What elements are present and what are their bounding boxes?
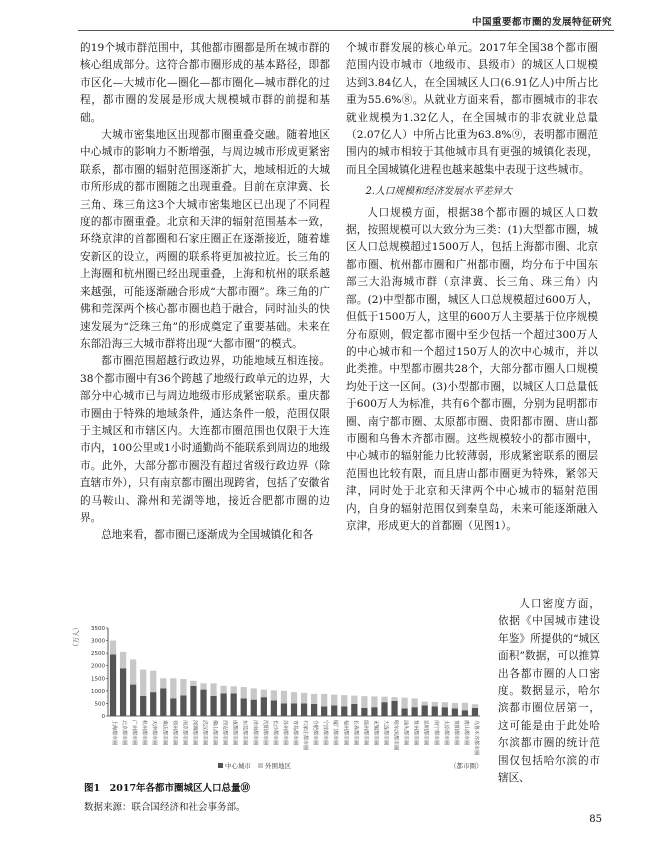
y-tick-label: 2000 [91, 663, 105, 670]
x-tick-label: 武汉都市圈 [201, 720, 208, 746]
bar-peripheral [462, 703, 468, 711]
bar-center-city [462, 710, 468, 716]
chart-svg [72, 616, 488, 776]
x-tick-label: 杭州都市圈 [141, 720, 148, 746]
bar-peripheral [110, 641, 116, 655]
legend-swatch-peripheral [258, 763, 263, 768]
bar-center-city [432, 706, 438, 716]
bar-center-city [452, 708, 458, 716]
bar-center-city [351, 704, 357, 716]
bar-center-city [160, 688, 166, 716]
bar-center-city [472, 708, 478, 716]
x-tick-label: 广州都市圈 [131, 720, 138, 746]
right-paragraph: 人口规模方面，根据38个都市圈的城区人口数据，按照规模可以大致分为三类：(1)大型都市圈，城区人口总规模超过1500万人，包括上海都市圈、北京都市圈、杭州都市圈和广州都市圈，均分布于中国东部三大沿海城市群（京津冀、长三角、珠三角）内部。(2)中型都市圈，城区人口总规模超过600万人，但低于1500万人，这里的600万人主要基于位序规模分布原则，假定都市圈中至少包括一个超过300万人的中心城市和一个超过150万人的次中心城市，并以此类推。中型都市圈共28个，大部分都市圈人口规模均处于这一区间。(3)小型都市圈，以城区人口总量低于600万人为标准，共有6个都市圈，分别为昆明都市圈、南宁都市圈、太原都市圈、贵阳都市圈、唐山都市圈和乌鲁木齐都市圈。这些规模较小的都市圈中，中心城市的辐射能力比较薄弱，形成紧密联系的圈层范围也比较有限，而且唐山都市圈更为特殊，紧邻天津，同时处于北京和天津两个中心城市的辐射范围内，自身的辐射范围仅到秦皇岛，未来可能逐渐融入京津，形成更大的首都圈（见图1）。 [346, 206, 598, 532]
bar-peripheral [432, 702, 438, 707]
right-column [346, 40, 598, 535]
bar-peripheral [401, 698, 407, 709]
left-column [80, 40, 330, 545]
bar-peripheral [150, 671, 156, 692]
x-tick-label: 西安都市圈 [221, 720, 228, 746]
x-tick-label: 唐山都市圈 [462, 720, 469, 746]
right-paragraph: 个城市群发展的核心单元。2017年全国38个都市圈范围内设市城市（地级市、县级市）的城区人口规模达到3.84亿人，在全国城区人口(6.91亿人)中所占比重为55.6%⑧。从就业方面来看，都市圈城市的非农就业规模为1.32亿人，在全国城市的非农就业总量（2.07亿人）中所占比重为63.8%⑨，表明都市圈范围内的城市相较于其他城市具有更强的城镇化表现，而且全国城镇化进程也越来越集中表现于这些城市。 [346, 42, 598, 176]
left-paragraph: 都市圈范围超越行政边界，功能地域互相连接。38个都市圈中有36个跨越了地级行政单元的边界，大部分中心城市已与周边地级市形成紧密联系。重庆都市圈由于特殊的地域条件，通达条件一般，范围仅限于主城区和市辖区内。大连都市圈范围也仅限于大连市内，100公里或1小时通勤尚不能联系到周边的地级市。此外，大部分都市圈没有超过省级行政边界（除直辖市外），只有南京都市圈出现跨省，包括了安徽省的马鞍山、滁州和芜湖等地，接近合肥都市圈的边界。 [80, 355, 330, 524]
bar-center-city [442, 707, 448, 716]
bar-peripheral [221, 686, 227, 694]
x-tick-label: 常州都市圈 [412, 720, 419, 746]
bar-center-city [120, 668, 126, 716]
y-tick-label: 2500 [91, 651, 105, 658]
x-tick-label: 乌鲁木齐都市圈 [472, 720, 479, 756]
x-tick-label: 长沙都市圈 [271, 720, 278, 746]
bar-peripheral [412, 698, 418, 707]
x-tick-label: 南京都市圈 [181, 720, 188, 746]
y-tick-label: 3000 [91, 638, 105, 645]
y-tick-label: 3500 [91, 626, 105, 632]
bar-peripheral [331, 695, 337, 706]
bar-peripheral [291, 692, 297, 703]
figure-chart [72, 616, 488, 776]
bar-center-city [321, 706, 327, 716]
bar-center-city [341, 706, 347, 716]
bar-peripheral [351, 696, 357, 704]
bar-center-city [301, 703, 307, 716]
bar-center-city [251, 700, 257, 716]
bar-peripheral [231, 686, 237, 693]
bar-peripheral [130, 659, 136, 684]
x-tick-label: 昆明都市圈 [422, 720, 429, 746]
bar-peripheral [371, 696, 377, 707]
x-tick-label: 济南都市圈 [251, 720, 258, 746]
x-tick-label: 佛山都市圈 [211, 720, 218, 746]
x-tick-label: 北京都市圈 [121, 720, 128, 746]
x-tick-label: 无锡都市圈 [372, 720, 379, 746]
x-tick-label: 沈阳都市圈 [261, 720, 268, 746]
bar-center-city [412, 707, 418, 716]
x-tick-label: 青岛都市圈 [292, 720, 298, 746]
bar-peripheral [391, 697, 397, 701]
bar-peripheral [442, 702, 448, 707]
bar-peripheral [180, 679, 186, 695]
x-tick-label: 宁波都市圈 [322, 720, 329, 746]
bar-center-city [291, 703, 297, 716]
bar-peripheral [321, 694, 327, 707]
bar-peripheral [160, 678, 166, 688]
bar-center-city [180, 695, 186, 716]
bar-peripheral [422, 702, 428, 706]
bar-center-city [150, 692, 156, 716]
bar-center-city [361, 708, 367, 716]
y-axis-label: （万人） [72, 624, 80, 650]
x-tick-label: 石家庄都市圈 [302, 720, 309, 751]
x-tick-label: 苏州都市圈 [281, 720, 288, 746]
bar-center-city [281, 703, 287, 716]
x-axis-label: （都市圈） [450, 762, 483, 770]
bar-peripheral [200, 683, 206, 689]
bar-center-city [200, 690, 206, 716]
figure-source: 数据来源：联合国经济和社会事务部。 [84, 802, 246, 813]
bar-center-city [401, 708, 407, 716]
bar-center-city [261, 697, 267, 716]
bar-peripheral [472, 704, 478, 708]
x-tick-label: 南宁都市圈 [432, 720, 439, 746]
legend-label-peripheral: 外围地区 [265, 762, 291, 770]
bar-center-city [271, 700, 277, 716]
y-tick-label: 1000 [91, 688, 105, 695]
bar-center-city [130, 685, 136, 716]
bar-peripheral [241, 687, 247, 698]
x-tick-label: 厦门都市圈 [332, 720, 339, 746]
bar-peripheral [261, 690, 267, 698]
bar-center-city [241, 698, 247, 716]
left-paragraph: 的19个城市群范围中，其他都市圈都是所在城市群的核心组成部分。这符合都市圈形成的基本路径，即都市区化—大城市化—圈化—都市圈化—城市群化的过程，都市圈的发展是形成大规模城市群的前提和基础。 [80, 42, 330, 124]
header-rule [78, 30, 614, 31]
bar-peripheral [361, 696, 367, 708]
x-tick-label: 重庆都市圈 [161, 720, 168, 746]
bar-center-city [210, 696, 216, 716]
bar-peripheral [251, 688, 257, 699]
running-header: 中国重要都市圈的发展特征研究 [471, 17, 612, 28]
x-tick-label: 大连都市圈 [382, 720, 389, 746]
x-tick-label: 深圳都市圈 [191, 720, 198, 746]
x-tick-label: 东莞都市圈 [241, 720, 248, 746]
bar-peripheral [120, 652, 126, 668]
bar-peripheral [190, 681, 196, 686]
bar-center-city [422, 705, 428, 716]
bar-peripheral [170, 678, 176, 698]
bar-center-city [231, 693, 237, 716]
bar-center-city [221, 693, 227, 716]
bar-peripheral [311, 694, 317, 704]
x-tick-label: 天津都市圈 [151, 720, 158, 746]
bar-peripheral [140, 669, 146, 695]
bar-peripheral [381, 697, 387, 703]
y-tick-label: 1500 [91, 676, 105, 683]
bar-center-city [381, 702, 387, 716]
left-paragraph: 大城市密集地区出现都市圈重叠交融。随着地区中心城市的影响力不断增强，与周边城市形成更紧密联系，都市圈的辐射范围逐渐扩大，地域相近的大城市所形成的都市圈随之出现重叠。目前在京津冀、长三角、珠三角这3个大城市密集地区已出现了不同程度的都市圈重叠。北京和天津的辐射范围基本一致，环绕京津的首都圈和石家庄圈正在逐渐接近，随着雄安新区的设立，两圈的联系将更加被拉近。长三角的上海圈和杭州圈已经出现重叠，上海和杭州的联系越来越强，可能逐渐融合形成“大都市圈”。珠三角的广佛和莞深两个核心都市圈也趋于融合，同时汕头的快速发展为“泛珠三角”的形成奠定了重要基础。未来在东部沿海三大城市群将出现“大都市圈”的模式。 [80, 129, 330, 350]
right-lower-paragraph: 人口密度方面，依据《中国城市建设年鉴》所提供的“城区面积”数据，可以推算出各都市圈的人口密度。数据显示，哈尔滨都市圈位居第一，这可能是由于此处哈尔滨都市圈的统计范围仅包括哈尔滨的市辖区、 [498, 598, 600, 785]
x-tick-label: 郑州都市圈 [171, 720, 178, 746]
bar-peripheral [341, 695, 347, 706]
x-tick-label: 汕头都市圈 [402, 720, 409, 746]
x-tick-label: 太原都市圈 [442, 720, 449, 746]
bar-center-city [110, 654, 116, 716]
bar-peripheral [452, 703, 458, 709]
figure-caption: 图1 2017年各都市圈城区人口总量⑩ [84, 783, 251, 794]
x-tick-label: 福州都市圈 [342, 720, 349, 746]
y-tick-label: 500 [94, 701, 105, 708]
section-subheading: 2.人口规模和经济发展水平差异大 [365, 186, 513, 198]
x-tick-label: 长春都市圈 [352, 720, 359, 746]
x-tick-label: 上海都市圈 [111, 720, 118, 746]
bar-peripheral [301, 693, 307, 704]
left-paragraph: 总地来看，都市圈已逐渐成为全国城镇化和各 [101, 529, 314, 542]
bar-center-city [140, 696, 146, 716]
x-tick-label: 成都都市圈 [231, 720, 238, 746]
page-number: 85 [589, 814, 602, 825]
x-tick-label: 哈尔滨都市圈 [392, 720, 399, 751]
right-lower-column [498, 596, 600, 787]
y-tick-label: 0 [101, 714, 105, 720]
bar-center-city [170, 698, 176, 716]
x-tick-label: 温州都市圈 [362, 720, 369, 746]
bar-center-city [391, 701, 397, 716]
bar-peripheral [271, 690, 277, 700]
bar-peripheral [281, 691, 287, 704]
x-tick-label: 合肥都市圈 [312, 720, 319, 746]
bar-center-city [331, 705, 337, 716]
x-tick-label: 贵阳都市圈 [452, 720, 459, 746]
bar-peripheral [210, 683, 216, 696]
bar-center-city [311, 704, 317, 716]
legend-label-center-city: 中心城市 [225, 762, 251, 770]
bar-center-city [190, 686, 196, 716]
legend-swatch-center-city [218, 763, 223, 768]
bar-center-city [371, 707, 377, 716]
